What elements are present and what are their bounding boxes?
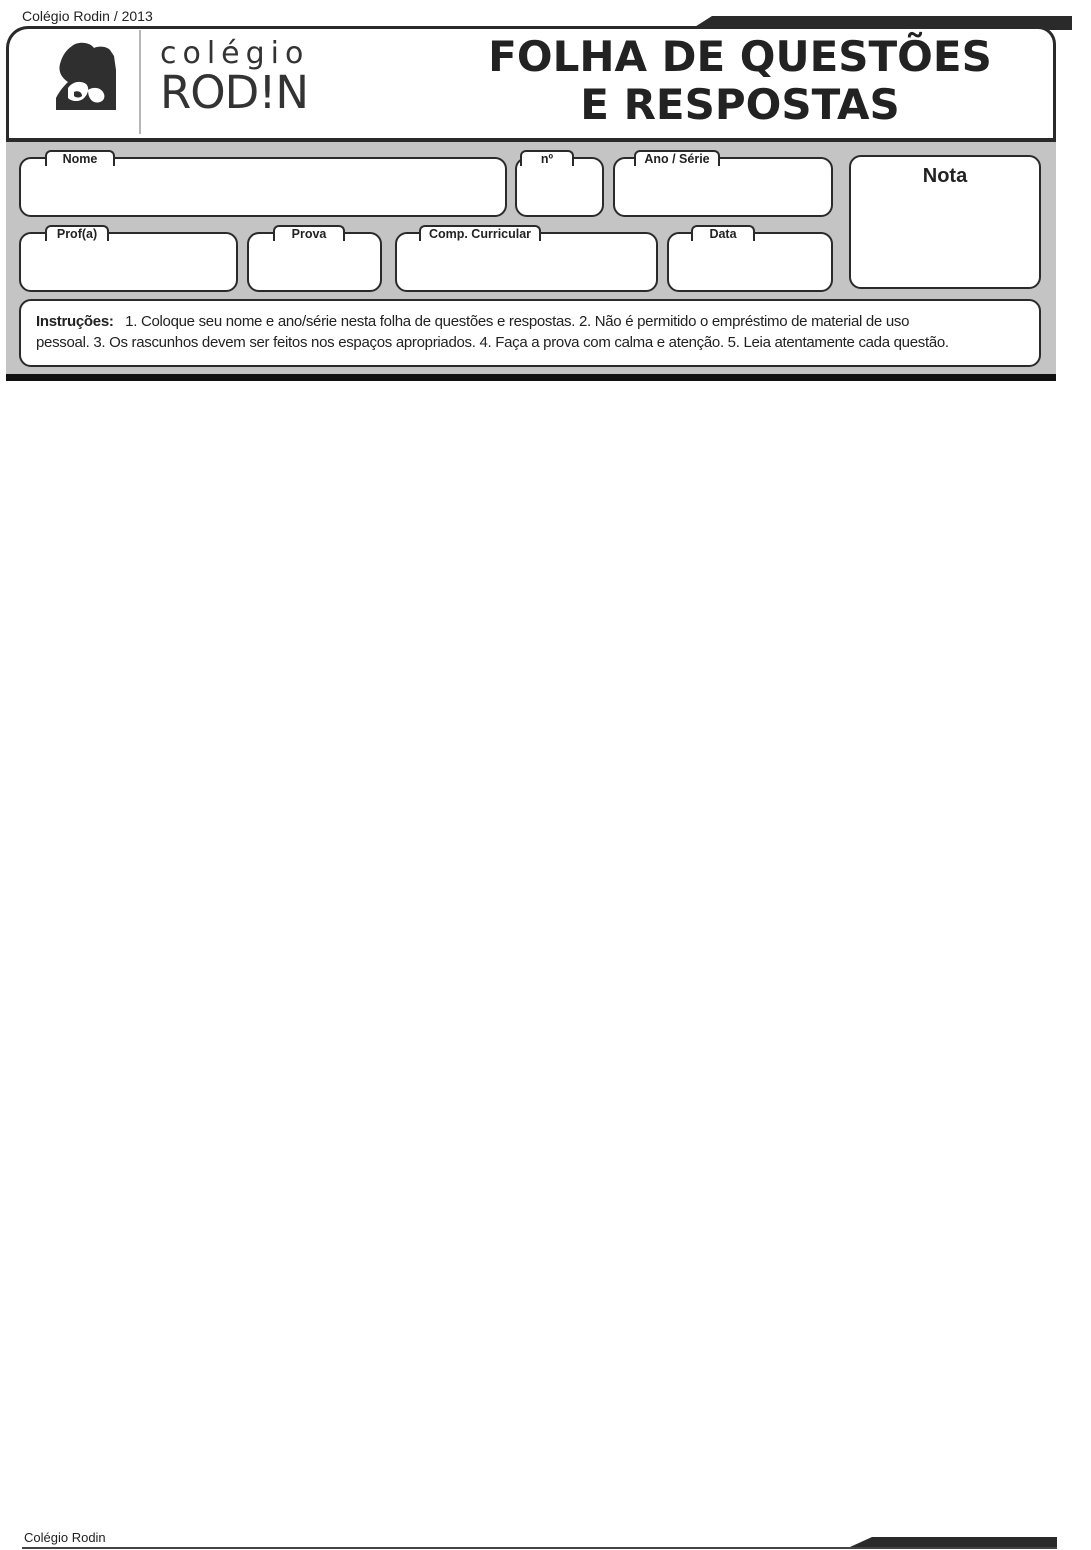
nome-label: Nome [45,150,115,166]
ano-serie-field[interactable] [613,152,833,217]
instructions-label: Instruções: [36,313,114,330]
logo-word-rodin: ROD!N [160,66,309,119]
logo-word-colegio: colégio [160,36,310,71]
prova-field[interactable] [247,227,382,292]
prof-field[interactable] [19,227,238,292]
prof-label: Prof(a) [45,225,109,241]
header-caption: Colégio Rodin / 2013 [22,8,153,24]
comp-curricular-field[interactable] [395,227,658,292]
ano-serie-label: Ano / Série [634,150,720,166]
comp-curricular-label: Comp. Curricular [419,225,541,241]
numero-field[interactable] [515,152,604,217]
title-line-2: E RESPOSTAS [580,80,900,129]
instructions-line-2: pessoal. 3. Os rascunhos devem ser feitos nos espaços apropriados. 4. Faça a prova com calma e atenção. 5. Leia atentamente cada questão. [36,334,949,351]
form-panel-bottom-rule [6,374,1056,381]
nota-label: Nota [922,165,968,187]
data-label: Data [691,225,755,241]
title-line-1: FOLHA DE QUESTÕES [488,32,992,81]
footer-decor-bar [850,1537,1057,1547]
footer-label: Colégio Rodin [24,1530,106,1545]
nota-box[interactable] [849,155,1041,289]
rodin-thinker-logo-icon [50,40,120,114]
prova-label: Prova [273,225,345,241]
instructions-text-1: 1. Coloque seu nome e ano/série nesta folha de questões e respostas. 2. Não é permitido o empréstimo de material de uso [125,313,910,330]
data-field[interactable] [667,227,833,292]
instructions-box [19,299,1041,367]
nome-field[interactable] [19,152,507,217]
instructions-line-1 [36,311,1025,332]
footer-rule [22,1547,1057,1549]
logo-divider [139,30,141,134]
numero-label: nº [520,150,574,166]
